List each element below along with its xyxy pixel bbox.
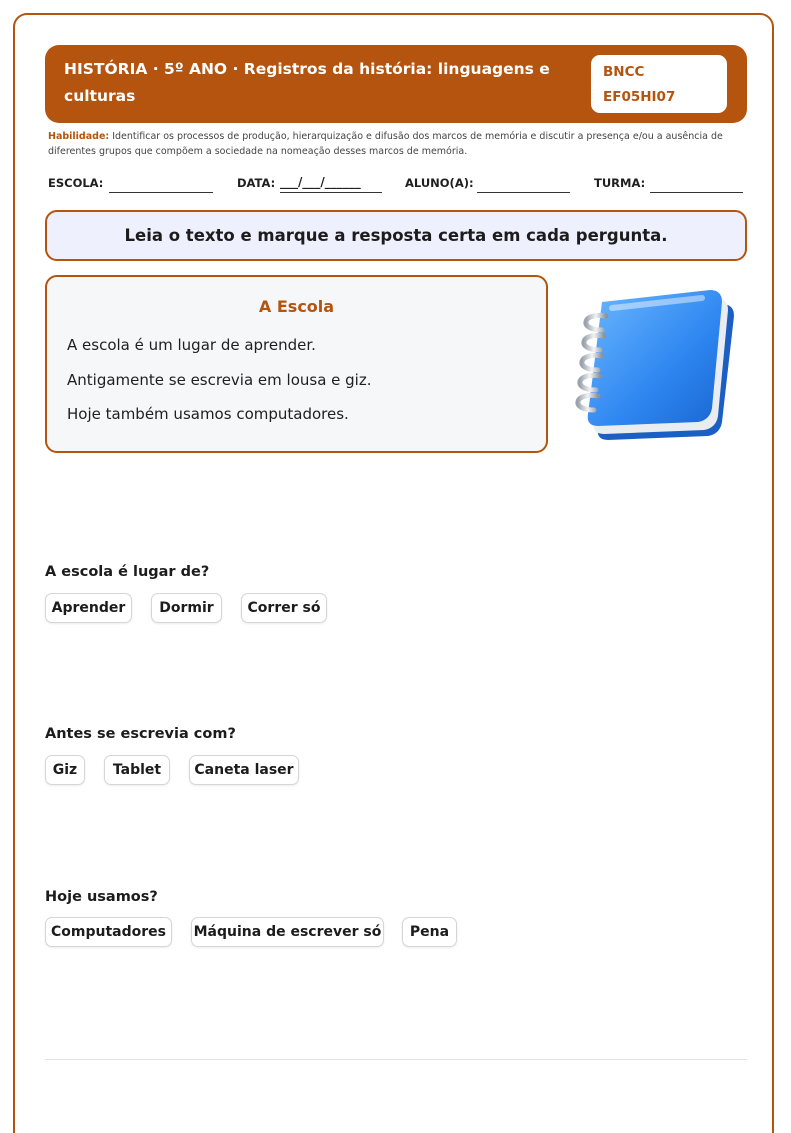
- title-line-1: HISTÓRIA · 5º ANO · Registros da história: linguagens e: [64, 60, 550, 78]
- answer-option[interactable]: Correr só: [241, 593, 327, 623]
- worksheet-header: [45, 45, 747, 123]
- aluno-field[interactable]: [405, 174, 575, 194]
- data-label: DATA:: [237, 176, 276, 190]
- title-line-2: culturas: [64, 87, 136, 105]
- turma-label: TURMA:: [594, 176, 646, 190]
- escola-field[interactable]: [48, 174, 218, 194]
- data-field[interactable]: [237, 174, 387, 194]
- data-line: [280, 192, 382, 193]
- data-blank[interactable]: ___/___/______: [280, 175, 361, 189]
- answer-option[interactable]: Caneta laser: [189, 755, 299, 785]
- reading-text-box: [45, 275, 548, 453]
- reading-line: Antigamente se escrevia em lousa e giz.: [67, 371, 372, 389]
- answer-option[interactable]: Aprender: [45, 593, 132, 623]
- bncc-badge: [591, 55, 727, 113]
- instruction-banner: Leia o texto e marque a resposta certa em cada pergunta.: [45, 210, 747, 261]
- answer-option[interactable]: Tablet: [104, 755, 170, 785]
- bncc-label: BNCC: [603, 64, 645, 80]
- answer-option[interactable]: Pena: [402, 917, 457, 947]
- aluno-line[interactable]: [477, 192, 570, 193]
- reading-line: Hoje também usamos computadores.: [67, 405, 349, 423]
- bncc-code: EF05HI07: [603, 89, 676, 105]
- habilidade-description: Identificar os processos de produção, hierarquização e difusão dos marcos de memória e discutir a presença e/ou a ausência de diferentes grupos que compõem a sociedade na nomeação desses marcos de memória.: [48, 131, 723, 157]
- answer-option[interactable]: Giz: [45, 755, 85, 785]
- answer-option[interactable]: Computadores: [45, 917, 172, 947]
- escola-line[interactable]: [109, 192, 213, 193]
- habilidade-text: [48, 129, 748, 159]
- answer-option[interactable]: Máquina de escrever só: [191, 917, 384, 947]
- question-2: Antes se escrevia com?: [45, 726, 236, 742]
- habilidade-label: Habilidade:: [48, 131, 110, 142]
- notebook-icon: [572, 282, 742, 447]
- worksheet-title: [64, 56, 564, 110]
- aluno-label: ALUNO(A):: [405, 176, 474, 190]
- footer-divider: [45, 1059, 747, 1060]
- reading-title: A Escola: [258, 297, 335, 316]
- turma-line[interactable]: [650, 192, 743, 193]
- escola-label: ESCOLA:: [48, 176, 104, 190]
- question-1: A escola é lugar de?: [45, 564, 210, 580]
- answer-option[interactable]: Dormir: [151, 593, 222, 623]
- reading-line: A escola é um lugar de aprender.: [67, 336, 316, 354]
- turma-field[interactable]: [594, 174, 746, 194]
- question-3: Hoje usamos?: [45, 889, 158, 905]
